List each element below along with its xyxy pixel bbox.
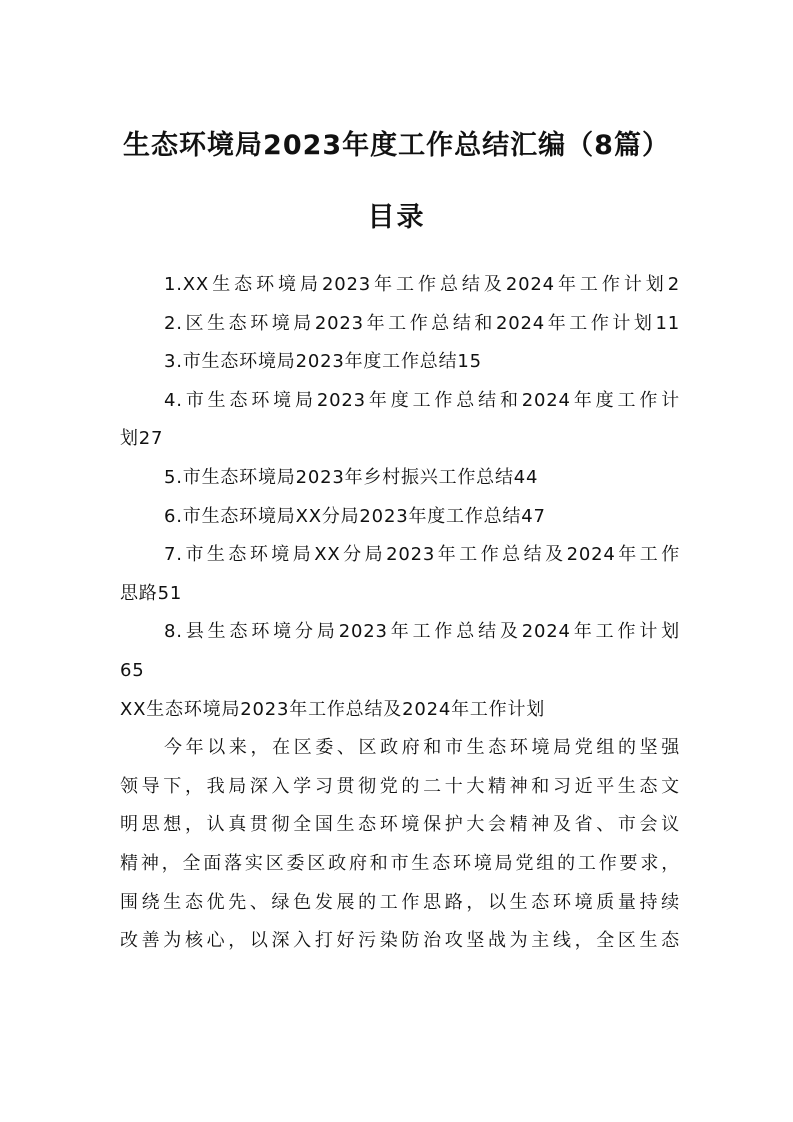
paragraph-line: 今年以来，在区委、区政府和市生态环境局党组的坚强 (164, 737, 680, 759)
paragraph-line: 改善为核心，以深入打好污染防治攻坚战为主线，全区生态 (120, 930, 680, 952)
section-heading-text: XX生态环境局2023年工作总结及2024年工作计划 (120, 698, 546, 720)
toc-item (120, 498, 680, 537)
toc-item-line: 划27 (120, 428, 164, 450)
toc-heading: 目录 (367, 202, 426, 233)
toc-item-line: 2.区生态环境局2023年工作总结和2024年工作计划11 (164, 312, 680, 334)
paragraph-line: 明思想，认真贯彻全国生态环境保护大会精神及省、市会议 (120, 814, 680, 836)
toc-item-line: 5.市生态环境局2023年乡村振兴工作总结44 (164, 466, 539, 488)
toc-item-line: 7.市生态环境局XX分局2023年工作总结及2024年工作 (164, 544, 680, 566)
toc-item (120, 382, 680, 459)
toc-item (120, 305, 680, 344)
toc-item-line: 1.XX生态环境局2023年工作总结及2024年工作计划2 (164, 274, 680, 295)
toc-item-line: 4.市生态环境局2023年度工作总结和2024年度工作计 (164, 389, 680, 411)
toc-item-line: 思路51 (120, 582, 183, 604)
paragraph-line: 领导下，我局深入学习贯彻党的二十大精神和习近平生态文 (120, 775, 680, 797)
toc-item-line: 6.市生态环境局XX分局2023年度工作总结47 (164, 505, 546, 527)
document-body (120, 266, 680, 961)
document-title: 生态环境局2023年度工作总结汇编（8篇） (123, 130, 670, 161)
table-of-contents (120, 266, 680, 691)
toc-item-line: 3.市生态环境局2023年度工作总结15 (164, 351, 482, 373)
toc-item (120, 536, 680, 613)
toc-item-line: 8.县生态环境分局2023年工作总结及2024年工作计划 (164, 621, 680, 643)
body-paragraph (120, 729, 680, 961)
toc-item (120, 343, 680, 382)
toc-item (120, 266, 680, 305)
toc-item-line: 65 (120, 659, 145, 681)
toc-item (120, 613, 680, 690)
section-heading (120, 691, 680, 730)
paragraph-line: 精神，全面落实区委区政府和市生态环境局党组的工作要求， (120, 852, 680, 874)
paragraph-line: 围绕生态优先、绿色发展的工作思路，以生态环境质量持续 (120, 891, 680, 913)
toc-item (120, 459, 680, 498)
